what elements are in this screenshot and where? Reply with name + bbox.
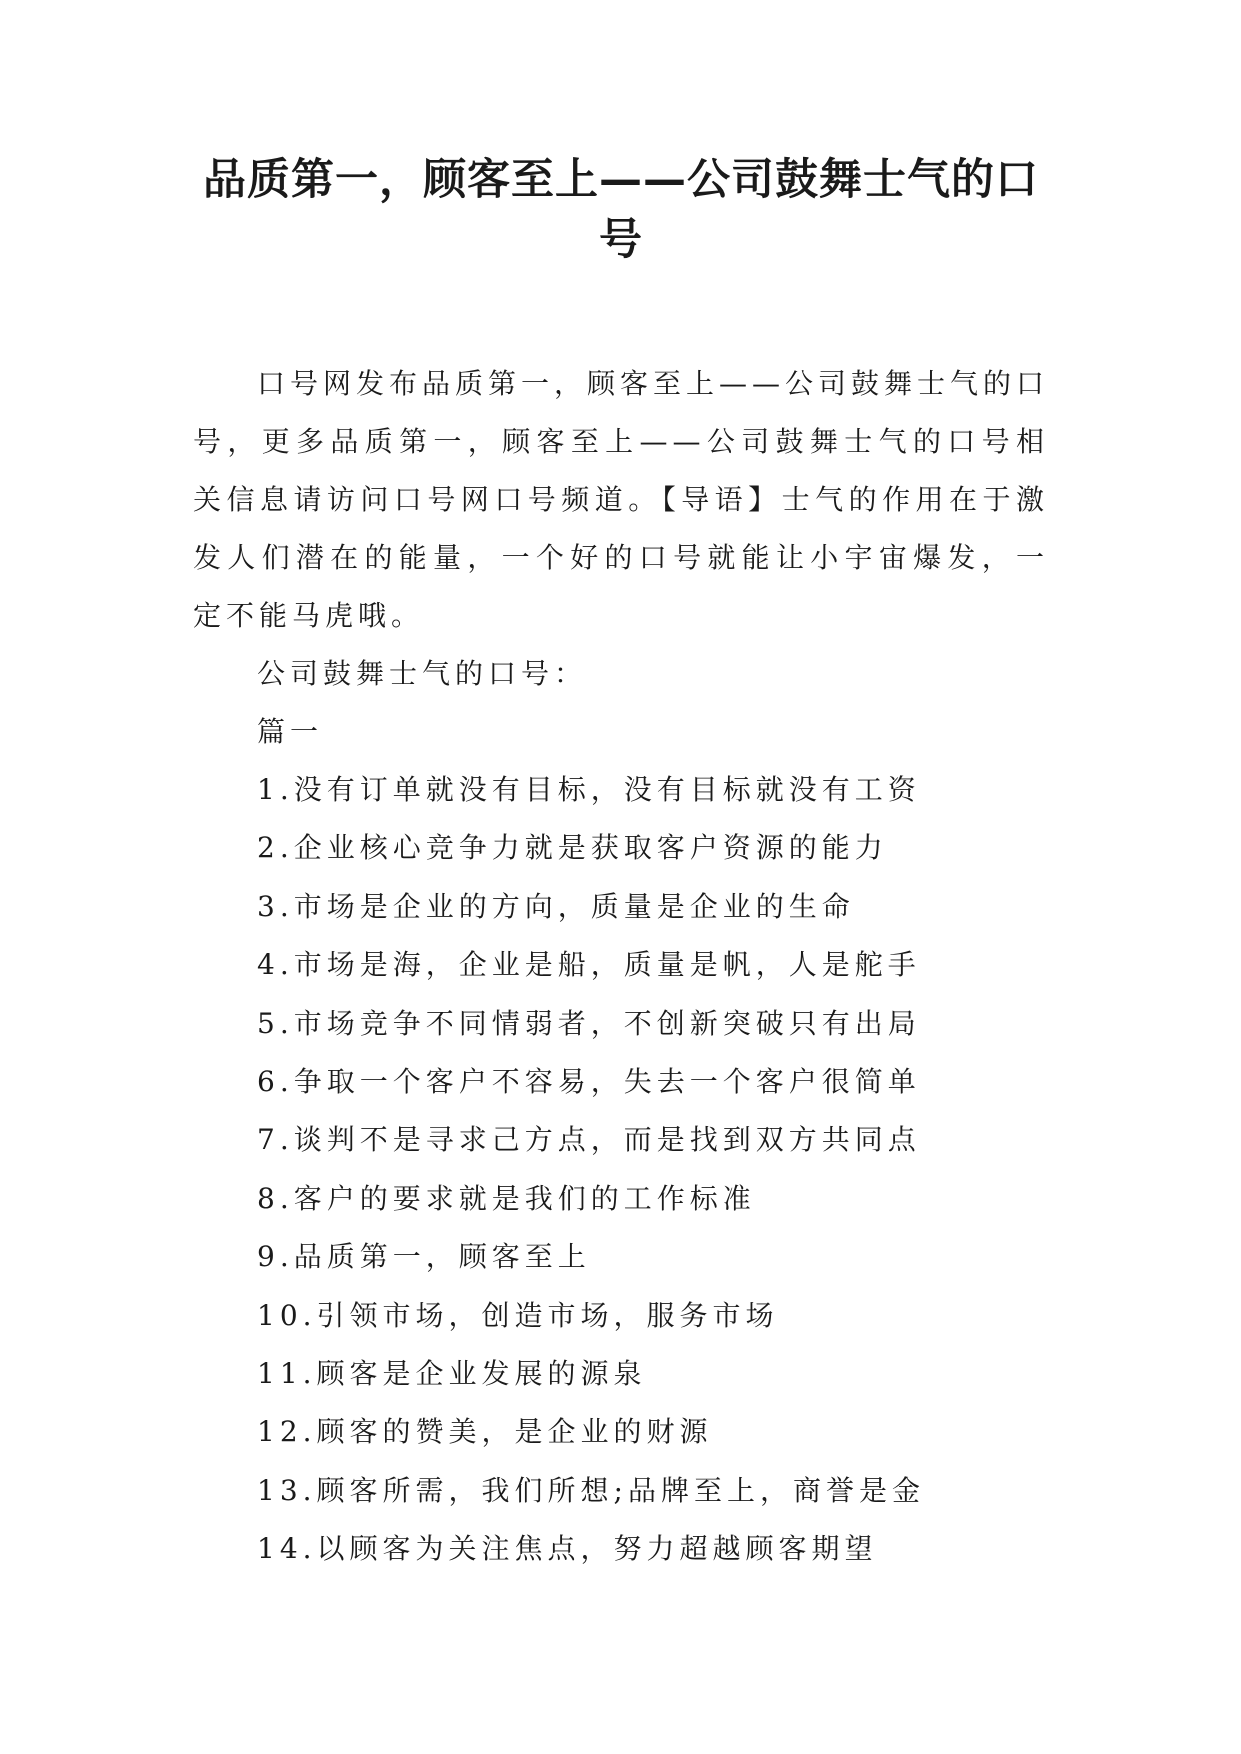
list-item: 10.引领市场，创造市场，服务市场 — [257, 1298, 779, 1332]
list-item: 14.以顾客为关注焦点，努力超越顾客期望 — [257, 1532, 878, 1566]
list-item: 1.没有订单就没有目标，没有目标就没有工资 — [257, 773, 921, 806]
list-item: 12.顾客的赞美，是企业的财源 — [257, 1415, 713, 1449]
intro-paragraph: 口号网发布品质第一，顾客至上——公司鼓舞士气的口号，更多品质第一，顾客至上——公司鼓舞士气的口号相关信息请访问口号网口号频道。【导语】士气的作用在于激发人们潜在的能量，一个好的口号就能让小宇宙爆发，一定不能马虎哦。 — [193, 367, 1050, 632]
list-item: 8.客户的要求就是我们的工作标准 — [257, 1181, 756, 1215]
list-item: 13.顾客所需，我们所想;品牌至上，商誉是金 — [257, 1473, 925, 1507]
list-item: 6.争取一个客户不容易，失去一个客户很简单 — [257, 1064, 921, 1098]
slogan-list — [193, 761, 1049, 1578]
list-item: 4.市场是海，企业是船，质量是帆，人是舵手 — [257, 948, 921, 982]
list-item: 7.谈判不是寻求己方点，而是找到双方共同点 — [257, 1123, 921, 1157]
document-title: 品质第一，顾客至上——公司鼓舞士气的口号 — [203, 155, 1039, 265]
list-item: 3.市场是企业的方向，质量是企业的生命 — [257, 889, 855, 923]
document-body — [193, 355, 1049, 1578]
list-item: 9.品质第一，顾客至上 — [257, 1240, 591, 1274]
section-heading: 公司鼓舞士气的口号： — [257, 657, 588, 690]
list-item: 2.企业核心竞争力就是获取客户资源的能力 — [257, 831, 888, 865]
chapter-label: 篇一 — [257, 715, 324, 748]
list-item: 11.顾客是企业发展的源泉 — [257, 1356, 647, 1390]
list-item: 5.市场竞争不同情弱者，不创新突破只有出局 — [257, 1006, 921, 1040]
